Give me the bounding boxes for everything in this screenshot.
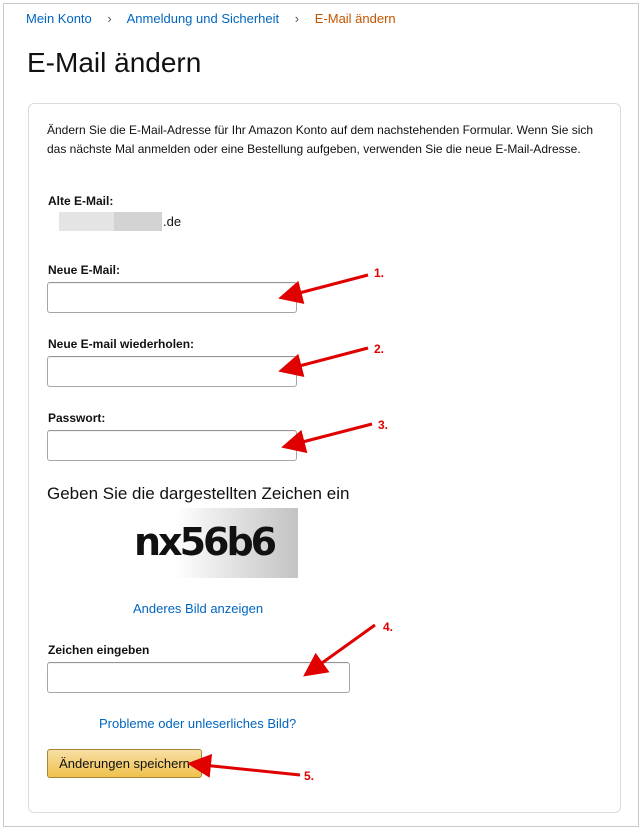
save-changes-button[interactable]: Änderungen speichern bbox=[47, 749, 202, 778]
captcha-image bbox=[100, 508, 298, 578]
repeat-email-label: Neue E-mail wiederholen: bbox=[48, 337, 195, 351]
password-label: Passwort: bbox=[48, 411, 106, 425]
breadcrumb bbox=[26, 11, 396, 26]
old-email-value bbox=[59, 212, 184, 231]
breadcrumb-login-security-link[interactable]: Anmeldung und Sicherheit bbox=[126, 11, 280, 26]
intro-text: Ändern Sie die E-Mail-Adresse für Ihr Amazon Konto auf dem nachstehenden Formular. Wenn Sie sich das nächste Mal anmelden oder eine Bestellung aufgeben, verwenden Sie die neue E-Mail-Adresse. bbox=[47, 123, 594, 156]
characters-label: Zeichen eingeben bbox=[48, 643, 150, 657]
step-number-1: 1. bbox=[374, 266, 385, 280]
captcha-heading: Geben Sie die dargestellten Zeichen ein bbox=[47, 484, 350, 503]
problem-image-link[interactable]: Probleme oder unleserliches Bild? bbox=[99, 716, 297, 731]
breadcrumb-separator: › bbox=[294, 11, 300, 26]
step-number-4: 4. bbox=[383, 620, 394, 634]
new-email-label: Neue E-Mail: bbox=[48, 263, 121, 277]
old-email-label: Alte E-Mail: bbox=[48, 194, 114, 208]
page-title: E-Mail ändern bbox=[27, 47, 202, 78]
step-number-2: 2. bbox=[374, 342, 385, 356]
other-image-link[interactable]: Anderes Bild anzeigen bbox=[133, 601, 264, 616]
new-email-input[interactable] bbox=[47, 282, 297, 313]
password-input[interactable] bbox=[47, 430, 297, 461]
captcha-text: nx56b6 bbox=[134, 520, 275, 564]
captcha-input[interactable] bbox=[47, 662, 350, 693]
repeat-email-input[interactable] bbox=[47, 356, 297, 387]
breadcrumb-current: E-Mail ändern bbox=[314, 11, 396, 26]
breadcrumb-my-account-link[interactable]: Mein Konto bbox=[26, 11, 92, 26]
old-email-domain: .de bbox=[163, 214, 182, 229]
step-number-3: 3. bbox=[378, 418, 389, 432]
redacted-email-part bbox=[114, 212, 162, 231]
step-number-5: 5. bbox=[304, 769, 315, 783]
breadcrumb-separator: › bbox=[107, 11, 112, 26]
redacted-email-part bbox=[59, 212, 114, 231]
